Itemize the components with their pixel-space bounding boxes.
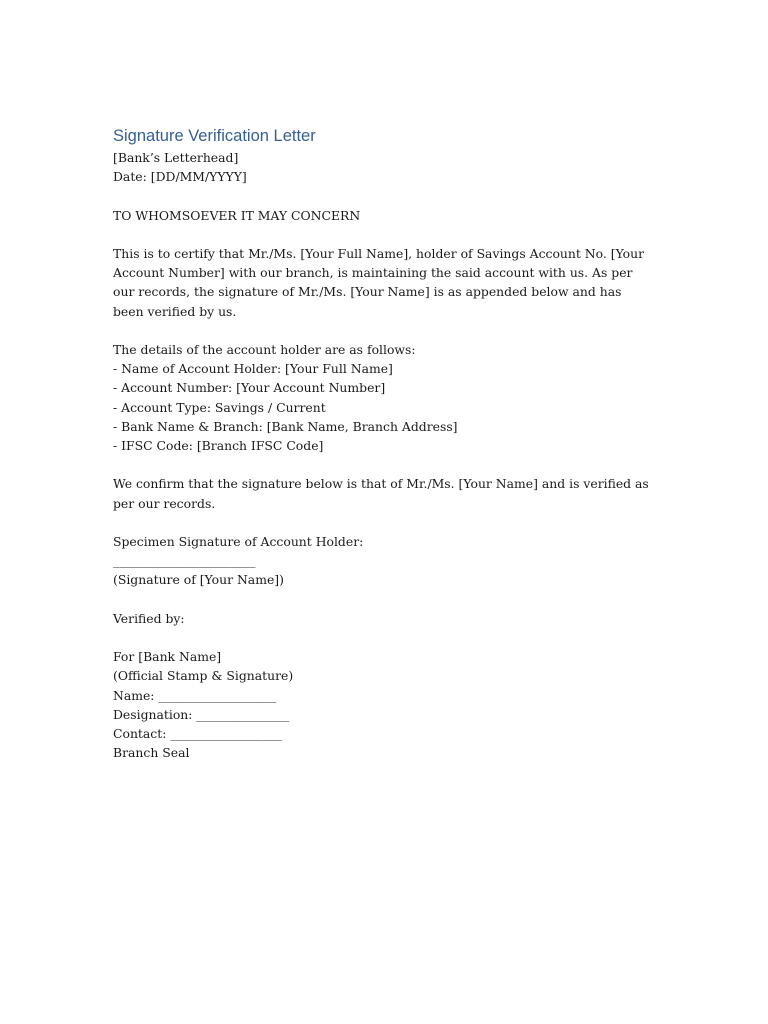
specimen-caption: (Signature of [Your Name]) (113, 572, 284, 588)
spacer (113, 455, 673, 474)
branch-seal: Branch Seal (113, 745, 190, 761)
salutation: TO WHOMSOEVER IT MAY CONCERN (113, 207, 361, 223)
document-title: Signature Verification Letter (113, 127, 316, 145)
letterhead: [Bank’s Letterhead] (113, 150, 239, 165)
certify-paragraph: This is to certify that Mr./Ms. [Your Full Name], holder of Savings Account No. [Your Account Number] with our branch, is maintaining the said account with us. As per our records, the signature of Mr./Ms. [Your Name] is as appended below and has been verified by us. (113, 245, 645, 319)
spacer (113, 628, 673, 647)
details-intro: The details of the account holder are as follows: (113, 341, 416, 357)
official-stamp: (Official Stamp & Signature) (113, 668, 294, 684)
confirm-paragraph: We confirm that the signature below is that of Mr./Ms. [Your Name] and is verified as per our records. (113, 476, 649, 511)
specimen-signature-line: _______________________ (113, 553, 256, 569)
spacer (113, 225, 673, 244)
detail-item: - Account Number: [Your Account Number] (113, 380, 386, 396)
date-line: Date: [DD/MM/YYYY] (113, 169, 247, 185)
name-field: Name: ___________________ (113, 687, 277, 703)
contact-field: Contact: __________________ (113, 725, 282, 741)
letter-page (113, 124, 673, 762)
detail-item: - Name of Account Holder: [Your Full Name] (113, 361, 393, 377)
specimen-label: Specimen Signature of Account Holder: (113, 533, 364, 549)
spacer (113, 513, 673, 532)
spacer (113, 590, 673, 609)
detail-item: - Bank Name & Branch: [Bank Name, Branch Address] (113, 418, 458, 434)
spacer (113, 321, 673, 340)
designation-field: Designation: _______________ (113, 706, 290, 722)
detail-item: - IFSC Code: [Branch IFSC Code] (113, 438, 324, 453)
detail-item: - Account Type: Savings / Current (113, 399, 326, 415)
verified-by: Verified by: (113, 610, 185, 626)
for-bank: For [Bank Name] (113, 649, 222, 665)
spacer (113, 186, 673, 205)
